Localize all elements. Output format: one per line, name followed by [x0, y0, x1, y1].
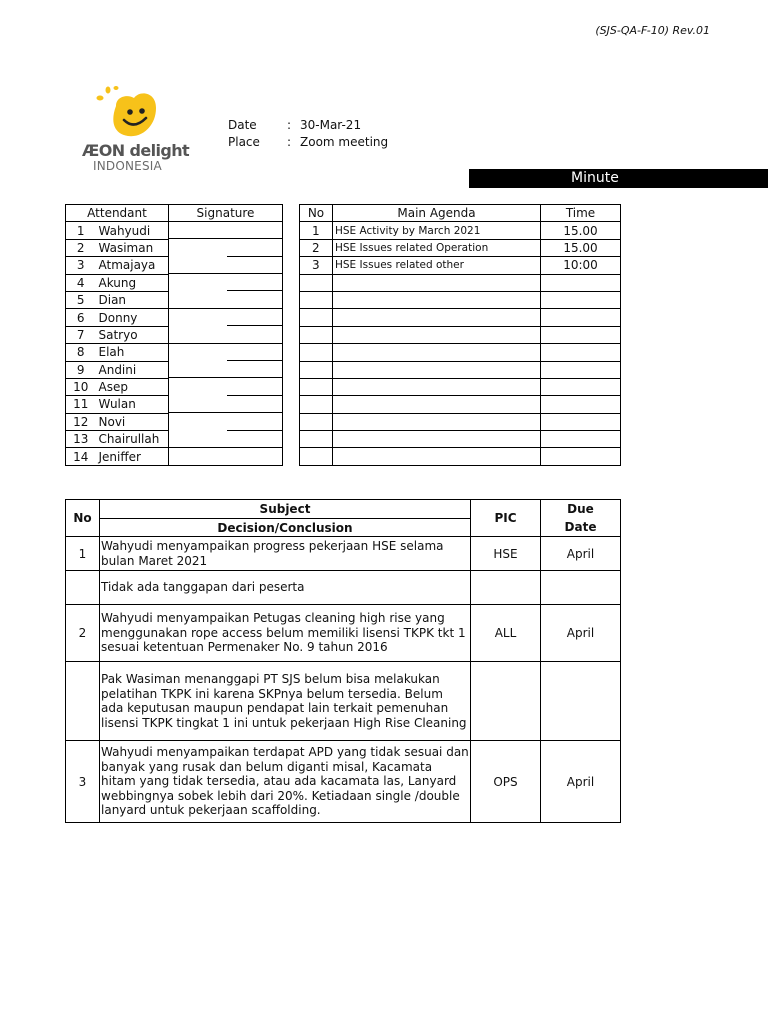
signature-cell: [169, 257, 283, 274]
attendant-number: 10: [66, 378, 96, 395]
agenda-number: [300, 291, 333, 308]
minutes-row: [66, 605, 621, 662]
agenda-row: [300, 344, 621, 361]
agenda-item: HSE Issues related Operation: [333, 239, 541, 256]
minutes-row: [66, 571, 621, 605]
agenda-time: [541, 326, 621, 343]
place-value: Zoom meeting: [300, 135, 389, 149]
minutes-title-bar: [469, 169, 768, 188]
attendant-number: 9: [66, 361, 96, 378]
document-reference: (SJS-QA-F-10) Rev.01: [595, 24, 710, 37]
minutes-subject: Wahyudi menyampaikan Petugas cleaning high rise yang menggunakan rope access belum memiliki lisensi TKPK tkt 1 sesuai ketentuan Permenaker No. 9 tahun 2016: [100, 605, 471, 662]
agenda-row: [300, 274, 621, 291]
agenda-row: [300, 291, 621, 308]
agenda-number: 3: [300, 257, 333, 274]
attendance-row: [66, 274, 283, 291]
agenda-number: [300, 326, 333, 343]
agenda-row: [300, 431, 621, 448]
agenda-main-header: Main Agenda: [333, 205, 541, 222]
agenda-row: [300, 326, 621, 343]
date-value: 30-Mar-21: [300, 118, 362, 132]
signature-cell: [169, 361, 283, 378]
attendant-name: Elah: [96, 344, 169, 361]
agenda-time: [541, 448, 621, 465]
agenda-time: [541, 274, 621, 291]
agenda-number: [300, 431, 333, 448]
agenda-number: [300, 413, 333, 430]
agenda-item: [333, 361, 541, 378]
place-colon: :: [287, 135, 292, 149]
attendance-row: [66, 326, 283, 343]
agenda-row: [300, 448, 621, 465]
agenda-number: 1: [300, 222, 333, 239]
attendant-name: Andini: [96, 361, 169, 378]
attendant-number: 12: [66, 413, 96, 430]
minutes-pic: OPS: [471, 741, 541, 823]
minutes-subject: Wahyudi menyampaikan progress pekerjaan HSE selama bulan Maret 2021: [100, 537, 471, 571]
minutes-pic: ALL: [471, 605, 541, 662]
agenda-item: [333, 309, 541, 326]
date-label: Date: [228, 118, 257, 132]
attendance-row: [66, 291, 283, 308]
attendant-number: 7: [66, 326, 96, 343]
agenda-row: [300, 413, 621, 430]
minutes-pic: [471, 571, 541, 605]
agenda-row: [300, 396, 621, 413]
pic-header: PIC: [471, 500, 541, 537]
company-logo: [80, 86, 190, 176]
agenda-row: [300, 378, 621, 395]
attendant-number: 14: [66, 448, 96, 465]
agenda-item: HSE Activity by March 2021: [333, 222, 541, 239]
signature-cell: [169, 239, 283, 256]
minutes-due-date: [541, 662, 621, 741]
attendant-name: Donny: [96, 309, 169, 326]
due-header-line1: Due: [567, 502, 594, 516]
signature-cell: [169, 274, 283, 291]
agenda-number: 2: [300, 239, 333, 256]
agenda-table: [299, 204, 621, 466]
due-date-header: [541, 500, 621, 537]
agenda-number: [300, 274, 333, 291]
agenda-item: [333, 274, 541, 291]
agenda-row: [300, 239, 621, 256]
attendance-row: [66, 396, 283, 413]
minutes-due-date: April: [541, 605, 621, 662]
signature-cell: [169, 378, 283, 395]
attendant-name: Novi: [96, 413, 169, 430]
agenda-item: [333, 413, 541, 430]
minutes-number: 1: [66, 537, 100, 571]
attendance-row: [66, 257, 283, 274]
agenda-time: 15.00: [541, 222, 621, 239]
attendant-number: 8: [66, 344, 96, 361]
agenda-number: [300, 396, 333, 413]
minutes-row: [66, 537, 621, 571]
agenda-item: [333, 378, 541, 395]
subject-header: Subject: [100, 500, 471, 519]
agenda-item: HSE Issues related other: [333, 257, 541, 274]
attendant-number: 1: [66, 222, 96, 239]
attendant-number: 2: [66, 239, 96, 256]
attendant-number: 6: [66, 309, 96, 326]
minutes-subject: Wahyudi menyampaikan terdapat APD yang tidak sesuai dan banyak yang rusak dan belum diganti misal, Kacamata hitam yang tidak tersedia, atau ada kacamata las, Lanyard webbingnya sobek lebih dari 20%. Ketiadaan single /double lanyard untuk pekerjaan scaffolding.: [100, 741, 471, 823]
agenda-row: [300, 222, 621, 239]
agenda-time: [541, 291, 621, 308]
attendance-row: [66, 239, 283, 256]
agenda-time-header: Time: [541, 205, 621, 222]
attendance-row: [66, 448, 283, 465]
minutes-row: [66, 741, 621, 823]
signature-cell: [169, 326, 283, 343]
attendance-row: [66, 222, 283, 239]
agenda-row: [300, 309, 621, 326]
attendant-number: 11: [66, 396, 96, 413]
minutes-row: [66, 662, 621, 741]
agenda-item: [333, 396, 541, 413]
agenda-number: [300, 309, 333, 326]
minutes-pic: [471, 662, 541, 741]
minutes-number: [66, 662, 100, 741]
minutes-subject: Pak Wasiman menanggapi PT SJS belum bisa melakukan pelatihan TKPK ini karena SKPnya belum tersedia. Belum ada keputusan maupun pendapat lain terkait pemenuhan lisensi TKPK tingkat 1 ini untuk pekerjaan High Rise Cleaning: [100, 662, 471, 741]
attendant-name: Asep: [96, 378, 169, 395]
agenda-item: [333, 291, 541, 308]
signature-cell: [169, 309, 283, 326]
minutes-pic: HSE: [471, 537, 541, 571]
attendant-name: Atmajaya: [96, 257, 169, 274]
attendant-name: Wahyudi: [96, 222, 169, 239]
agenda-time: [541, 396, 621, 413]
minutes-subject: Tidak ada tanggapan dari peserta: [100, 571, 471, 605]
attendant-number: 5: [66, 291, 96, 308]
signature-cell: [169, 222, 283, 239]
agenda-row: [300, 257, 621, 274]
attendant-number: 13: [66, 431, 96, 448]
agenda-time: 15.00: [541, 239, 621, 256]
agenda-number: [300, 344, 333, 361]
attendant-name: Dian: [96, 291, 169, 308]
attendant-name: Akung: [96, 274, 169, 291]
agenda-no-header: No: [300, 205, 333, 222]
agenda-time: [541, 378, 621, 395]
attendance-row: [66, 431, 283, 448]
attendance-row: [66, 309, 283, 326]
date-colon: :: [287, 118, 292, 132]
minutes-due-date: April: [541, 741, 621, 823]
minutes-number: [66, 571, 100, 605]
minutes-title: Minute: [571, 170, 619, 186]
attendance-table: [65, 204, 283, 466]
attendance-row: [66, 344, 283, 361]
attendant-name: Wulan: [96, 396, 169, 413]
attendant-name: Wasiman: [96, 239, 169, 256]
attendance-row: [66, 378, 283, 395]
smiley-logo-icon: [94, 86, 164, 142]
agenda-item: [333, 448, 541, 465]
agenda-item: [333, 431, 541, 448]
attendant-number: 4: [66, 274, 96, 291]
minutes-number: 2: [66, 605, 100, 662]
attendant-name: Satryo: [96, 326, 169, 343]
agenda-number: [300, 378, 333, 395]
signature-cell: [169, 291, 283, 308]
decision-header: Decision/Conclusion: [100, 519, 471, 537]
agenda-number: [300, 361, 333, 378]
agenda-time: [541, 361, 621, 378]
logo-sub-text: INDONESIA: [93, 159, 162, 173]
agenda-item: [333, 326, 541, 343]
signature-cell: [169, 448, 283, 465]
attendant-header: Attendant: [66, 205, 169, 222]
signature-cell: [169, 396, 283, 413]
attendance-row: [66, 413, 283, 430]
attendant-number: 3: [66, 257, 96, 274]
signature-cell: [169, 413, 283, 430]
agenda-item: [333, 344, 541, 361]
signature-cell: [169, 344, 283, 361]
agenda-number: [300, 448, 333, 465]
agenda-time: 10:00: [541, 257, 621, 274]
attendant-name: Jeniffer: [96, 448, 169, 465]
signature-cell: [169, 431, 283, 448]
due-header-line2: Date: [564, 520, 597, 534]
agenda-time: [541, 344, 621, 361]
signature-header: Signature: [169, 205, 283, 222]
agenda-time: [541, 309, 621, 326]
minutes-table: [65, 499, 621, 823]
minutes-no-header: No: [66, 500, 100, 537]
agenda-time: [541, 413, 621, 430]
place-label: Place: [228, 135, 260, 149]
minutes-due-date: April: [541, 537, 621, 571]
attendance-row: [66, 361, 283, 378]
agenda-row: [300, 361, 621, 378]
minutes-due-date: [541, 571, 621, 605]
minutes-number: 3: [66, 741, 100, 823]
attendant-name: Chairullah: [96, 431, 169, 448]
logo-brand-text: ÆON delight: [82, 141, 190, 160]
agenda-time: [541, 431, 621, 448]
